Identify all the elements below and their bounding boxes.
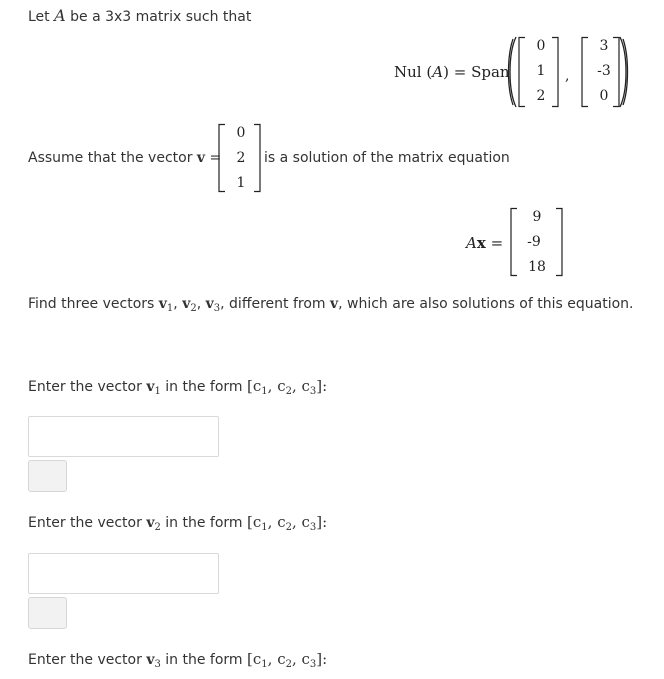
- assume-vec-entry: 1: [236, 175, 246, 191]
- rhs-entry: 18: [528, 259, 546, 275]
- matrix-name: A: [54, 6, 66, 25]
- rhs-entry: 9: [532, 209, 542, 225]
- prompt-v3: Enter the vector $v_3$ in the form [$c_1$, $c_2$, $c_3$]:: [28, 650, 328, 670]
- span-vec2-entry: 3: [599, 38, 609, 54]
- span-vec2-entry: 0: [599, 88, 609, 104]
- span-paren-left: [506, 36, 518, 108]
- prompt-v1: Enter the vector $v_1$ in the form [$c_1$, $c_2$, $c_3$]:: [28, 377, 328, 397]
- span-vec2-bracket-left: [581, 37, 589, 107]
- span-vec1-entry: 2: [536, 88, 546, 104]
- span-vec1-entry: 0: [536, 38, 546, 54]
- assume-suffix: is a solution of the matrix equation: [264, 150, 510, 166]
- answer-input-v2[interactable]: [28, 553, 219, 594]
- submit-button-v1[interactable]: [28, 460, 67, 492]
- span-vec1-entry: 1: [536, 63, 546, 79]
- rhs-entry: -9: [527, 234, 541, 250]
- assume-vec-entry: 0: [236, 125, 246, 141]
- submit-button-v2[interactable]: [28, 597, 67, 629]
- equation-lhs: Ax =: [466, 234, 504, 252]
- vector-v: v: [196, 150, 206, 166]
- rhs-bracket-right: [555, 208, 563, 276]
- assume-vec-entry: 2: [236, 150, 246, 166]
- answer-input-v1[interactable]: [28, 416, 219, 457]
- assume-text: Assume that the vector v =: [28, 150, 222, 166]
- span-vec2-entry: -3: [597, 63, 611, 79]
- intro-text: Let A be a 3x3 matrix such that: [28, 6, 252, 25]
- prompt-v2: Enter the vector $v_2$ in the form [$c_1$, $c_2$, $c_3$]:: [28, 513, 328, 533]
- span-vec1-bracket-left: [518, 37, 526, 107]
- nullspace-label: Nul (A) = Span: [394, 63, 510, 81]
- find-text: Find three vectors $v_1$, $v_2$, $v_3$, different from v, which are also solutions of this equation.: [28, 296, 634, 314]
- rhs-bracket-left: [510, 208, 518, 276]
- span-comma: ,: [565, 68, 570, 84]
- assume-vec-bracket-left: [218, 124, 226, 192]
